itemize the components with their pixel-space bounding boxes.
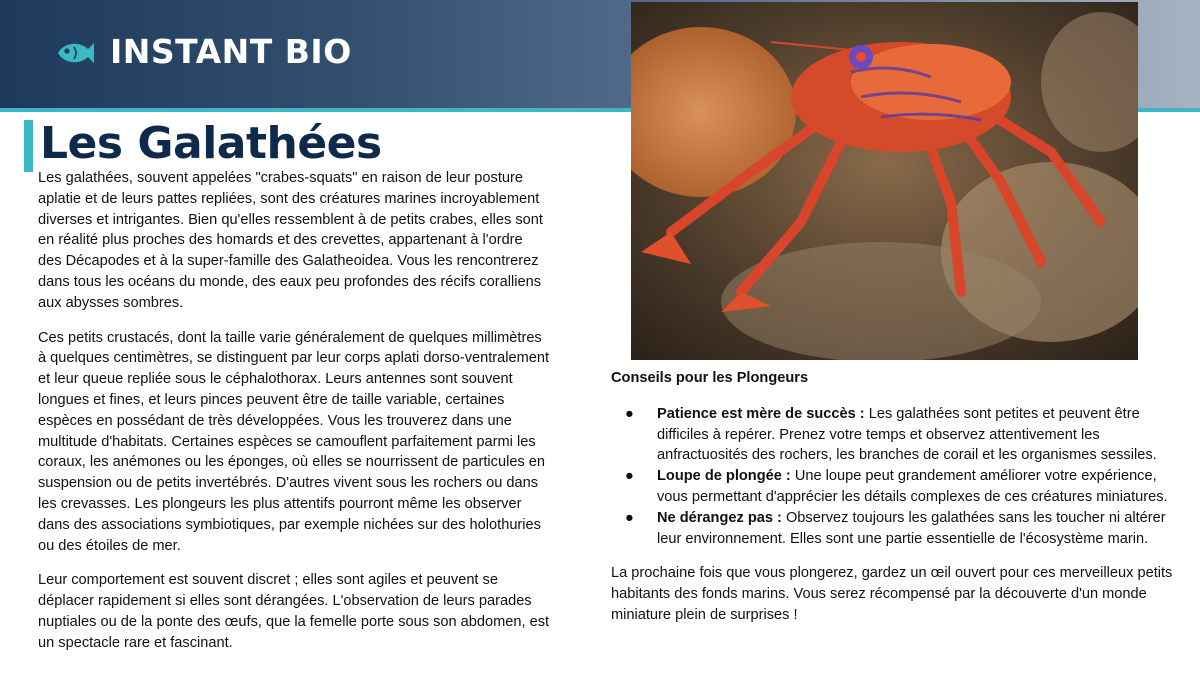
tips-heading: Conseils pour les Plongeurs	[611, 370, 809, 386]
tips-list	[611, 404, 1186, 550]
bullet-icon: ●	[625, 405, 634, 422]
tip-label: Loupe de plongée :	[657, 468, 791, 485]
tip-label: Ne dérangez pas :	[657, 509, 782, 526]
intro-paragraph: Leur comportement est souvent discret ; elles sont agiles et peuvent se déplacer rapidement si elles sont dérangées. L'observation de leurs parades nuptiales ou de la ponte des œufs, que la femelle porte sous son abdomen, est un spectacle rare et fascinant.	[38, 572, 550, 651]
closing-paragraph: La prochaine fois que vous plongerez, gardez un œil ouvert pour ces merveilleux petits habitants des fonds marins. Vous serez récompensé par la découverte d'un monde miniature plein de surprises !	[611, 565, 1173, 623]
intro-paragraph: Ces petits crustacés, dont la taille varie généralement de quelques millimètres à quelques centimètres, se distinguent par leur corps aplati dorso-ventralement et leur queue repliée sous le céphalothorax. Leurs antennes sont souvent longues et fines, et leurs pinces peuvent être de taille variable, certaines espèces en possédant de très développées. Vous les trouverez dans une multitude d'habitats. Certaines espèces se camouflent parfaitement parmi les coraux, les anémones ou les éponges, où elles se nourrissent de particules en suspension ou de petits invertébrés. D'autres vivent sous les rochers ou dans les crevasses. Les plongeurs les plus attentifs pourront même les observer dans des associations symbiotiques, par exemple nichées sur des holothuries ou des étoiles de mer.	[38, 329, 550, 554]
bullet-icon: ●	[625, 509, 634, 526]
intro-paragraph: Les galathées, souvent appelées "crabes-squats" en raison de leur posture aplatie et de leurs pattes repliées, sont des créatures marines incroyablement diverses et intrigantes. Bien qu'elles ressemblent à de petits crabes, elles sont en réalité plus proches des homards et des crevettes, appartenant à l'ordre des Décapodes et à la super-famille des Galatheoidea. Vous les rencontrerez dans tous les océans du monde, des eaux peu profondes des récifs coralliens aux abysses sombres.	[38, 170, 543, 311]
tip-item	[611, 466, 1186, 508]
title-accent-bar	[24, 120, 33, 172]
tip-item	[611, 404, 1186, 466]
brand-name: INSTANT BIO	[110, 32, 352, 71]
tip-label: Patience est mère de succès :	[657, 405, 865, 422]
bullet-icon: ●	[625, 468, 634, 485]
tip-text: Une loupe peut grandement améliorer votre expérience, vous permettant d'apprécier les détails complexes de ces créatures miniatures.	[657, 468, 1168, 505]
tips-section	[611, 368, 1186, 626]
page-title: Les Galathées	[40, 118, 382, 169]
tip-text: Observez toujours les galathées sans les toucher ni altérer leur environnement. Elles sont une partie essentielle de l'écosystème marin.	[657, 509, 1166, 547]
intro-text	[38, 168, 550, 668]
tip-item	[611, 508, 1186, 550]
galathea-photo	[631, 2, 1138, 360]
fish-icon	[54, 38, 96, 68]
tip-text: Les galathées sont petites et peuvent être difficiles à repérer. Prenez votre temps et observez attentivement les anfractuosités des rochers, les branches de corail et les organismes sessiles.	[657, 405, 1157, 464]
